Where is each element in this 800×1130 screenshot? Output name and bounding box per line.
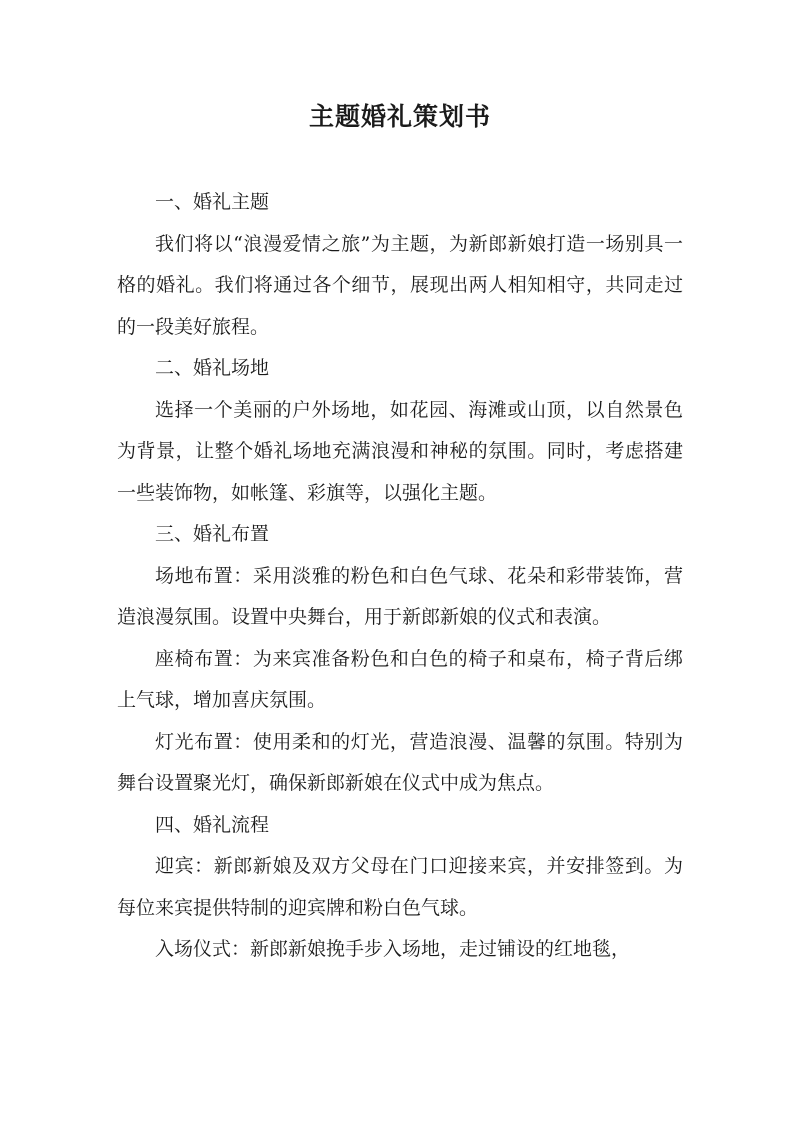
paragraph-theme: 我们将以“浪漫爱情之旅”为主题，为新郎新娘打造一场别具一格的婚礼。我们将通过各个细节，展现出两人相知相守，共同走过的一段美好旅程。 [117,232,683,338]
section-heading-decoration: 三、婚礼布置 [155,523,270,545]
paragraph-welcome: 迎宾：新郎新娘及双方父母在门口迎接来宾，并安排签到。为每位来宾提供特制的迎宾牌和粉白色气球。 [117,855,683,919]
paragraph-entrance: 入场仪式：新郎新娘挽手步入场地，走过铺设的红地毯， [155,938,631,960]
section-heading-theme: 一、婚礼主题 [155,191,270,213]
document-title: 主题婚礼策划书 [308,102,491,131]
paragraph-venue: 选择一个美丽的户外场地，如花园、海滩或山顶，以自然景色为背景，让整个婚礼场地充满浪漫和神秘的氛围。同时，考虑搭建一些装饰物，如帐篷、彩旗等，以强化主题。 [117,398,683,504]
paragraph-lighting: 灯光布置：使用柔和的灯光，营造浪漫、温馨的氛围。特别为舞台设置聚光灯，确保新郎新娘在仪式中成为焦点。 [117,730,683,794]
paragraph-venue-decoration: 场地布置：采用淡雅的粉色和白色气球、花朵和彩带装饰，营造浪漫氛围。设置中央舞台，用于新郎新娘的仪式和表演。 [117,564,683,628]
section-heading-process: 四、婚礼流程 [155,813,270,836]
paragraph-seating: 座椅布置：为来宾准备粉色和白色的椅子和桌布，椅子背后绑上气球，增加喜庆氛围。 [117,647,683,711]
document-body [117,182,683,971]
section-heading-venue: 二、婚礼场地 [155,357,270,379]
